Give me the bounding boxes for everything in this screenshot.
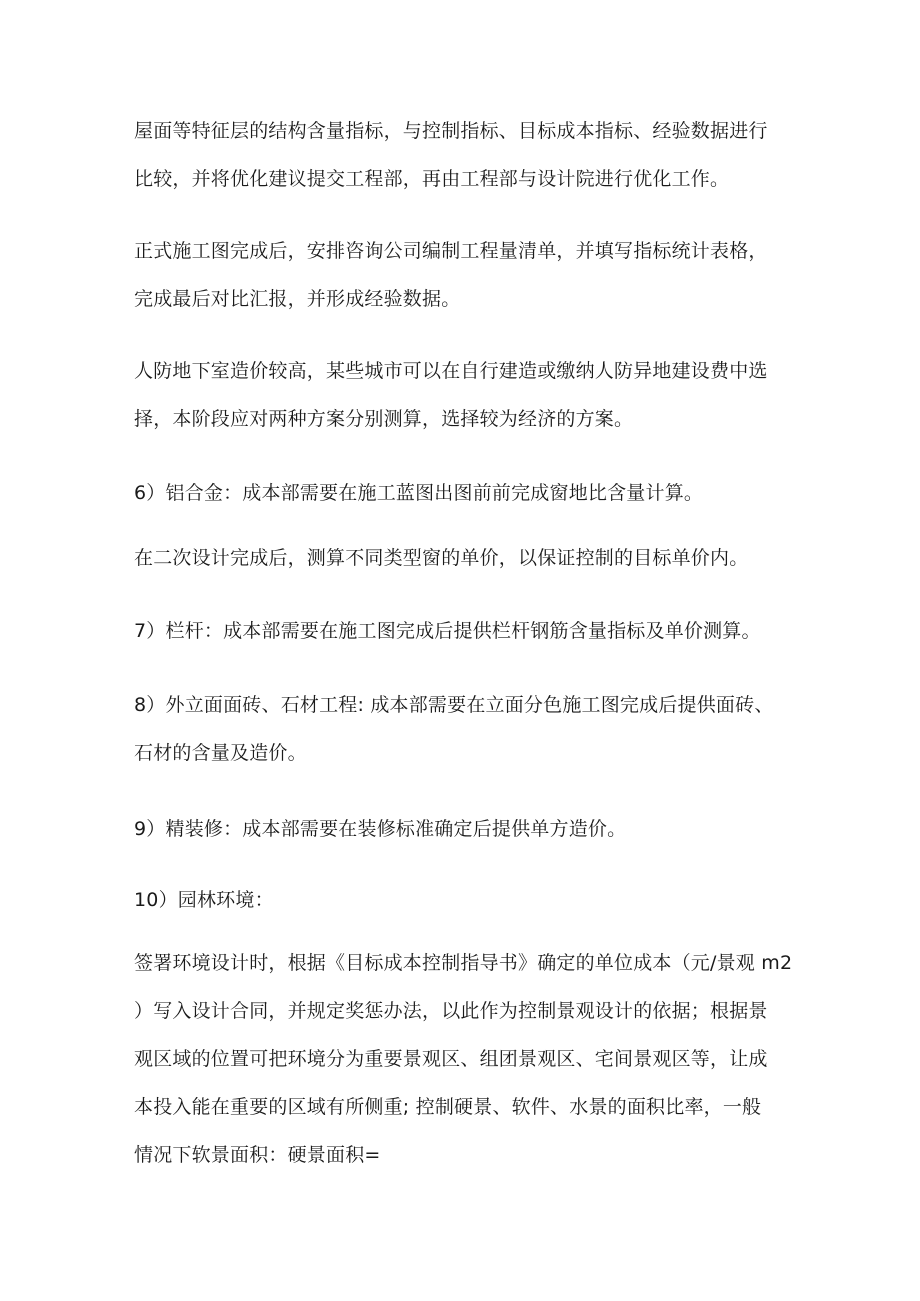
text-line: 正式施工图完成后，安排咨询公司编制工程量清单，并填写指标统计表格， xyxy=(134,240,768,262)
text-line: 8）外立面面砖、石材工程: 成本部需要在立面分色施工图完成后提供面砖、 xyxy=(134,694,774,716)
paragraph-structure-indicator-comparison xyxy=(134,107,794,203)
text-line: 9）精装修：成本部需要在装修标准确定后提供单方造价。 xyxy=(134,818,627,840)
text-line: 在二次设计完成后，测算不同类型窗的单价，以保证控制的目标单价内。 xyxy=(134,547,749,569)
text-line: 本投入能在重要的区域有所侧重; 控制硬景、软件、水景的面积比率，一般 xyxy=(134,1096,762,1118)
text-line: 10）园林环境： xyxy=(134,889,274,911)
text-line: 比较，并将优化建议提交工程部，再由工程部与设计院进行优化工作。 xyxy=(134,168,730,190)
text-line: 6）铝合金：成本部需要在施工蓝图出图前前完成窗地比含量计算。 xyxy=(134,482,704,504)
text-line: 人防地下室造价较高，某些城市可以在自行建造或缴纳人防异地建设费中选 xyxy=(134,360,768,382)
text-line: 观区域的位置可把环境分为重要景观区、组团景观区、宅间景观区等，让成 xyxy=(134,1048,768,1070)
paragraph-item-7-railing xyxy=(134,607,794,655)
paragraph-item-8-facade-tile-stone xyxy=(134,681,794,777)
text-line: 择，本阶段应对两种方案分别测算，选择较为经济的方案。 xyxy=(134,408,634,430)
paragraph-item-9-fine-decoration xyxy=(134,805,794,853)
text-line: 石材的含量及造价。 xyxy=(134,742,307,764)
text-line: 屋面等特征层的结构含量指标，与控制指标、目标成本指标、经验数据进行 xyxy=(134,120,768,142)
paragraph-item-6-aluminium-alloy xyxy=(134,469,794,517)
text-line: 签署环境设计时，根据《目标成本控制指导书》确定的单位成本（元/景观 m2 xyxy=(134,952,793,974)
paragraph-item-10-landscape-heading xyxy=(134,876,794,924)
text-line: 7）栏杆：成本部需要在施工图完成后提供栏杆钢筋含量指标及单价测算。 xyxy=(134,620,761,642)
paragraph-civil-defense-basement xyxy=(134,347,794,443)
text-line: ）写入设计合同，并规定奖惩办法，以此作为控制景观设计的依据；根据景 xyxy=(134,1000,768,1022)
paragraph-window-unit-price xyxy=(134,534,794,582)
text-line: 完成最后对比汇报，并形成经验数据。 xyxy=(134,288,461,310)
paragraph-landscape-design-contract xyxy=(134,939,794,1179)
paragraph-construction-drawing-bill xyxy=(134,227,794,323)
text-line: 情况下软景面积：硬景面积= xyxy=(134,1144,381,1166)
